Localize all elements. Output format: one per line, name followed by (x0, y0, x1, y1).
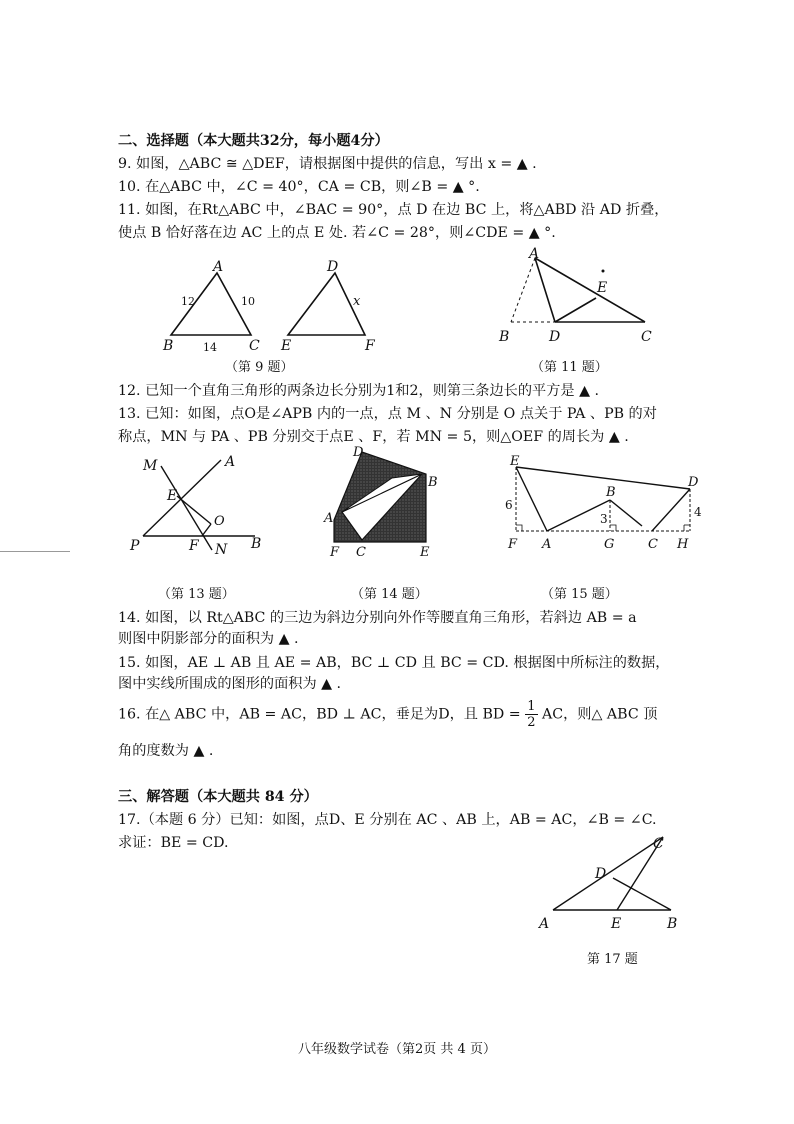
question-14-line2: 则图中阴影部分的面积为 ▲ . (118, 631, 299, 647)
section3-heading: 三、解答题（本大题共 84 分） (118, 789, 318, 805)
fig11-label-E: E (597, 280, 608, 296)
fig14-label-A: A (324, 511, 334, 526)
caption-13: （第 13 题） (158, 587, 235, 602)
fig14-label-E: E (420, 545, 430, 560)
fig9-label-14: 14 (203, 341, 217, 354)
fig15-label-E: E (510, 454, 520, 469)
fig17-label-B: B (667, 916, 678, 932)
fig9-label-12: 12 (181, 295, 195, 308)
question-12: 12. 已知一个直角三角形的两条边长分别为1和2，则第三条边长的平方是 ▲ . (118, 383, 600, 399)
fig9-label-B: B (163, 338, 174, 354)
fig13-label-P: P (130, 538, 140, 554)
fig9-label-x: x (353, 294, 361, 309)
fig13-label-E: E (167, 488, 178, 504)
fig17-label-C: C (653, 836, 664, 852)
fig14-label-F: F (330, 545, 340, 560)
question-16-line2: 角的度数为 ▲ . (118, 743, 214, 759)
fig15-label-H: H (677, 537, 689, 552)
fig15-label-4: 4 (694, 505, 702, 519)
fig14-label-C: C (356, 545, 366, 560)
page-footer: 八年级数学试卷（第2页 共 4 页） (298, 1042, 496, 1057)
question-17-line2: 求证：BE = CD. (118, 835, 229, 851)
fig15-label-G: G (604, 537, 615, 552)
figure-9 (155, 255, 385, 355)
scan-edge-mark (0, 551, 70, 552)
fig13-label-M: M (143, 458, 158, 474)
fig11-label-C: C (641, 329, 652, 345)
question-16-fraction (525, 700, 537, 729)
figure-17 (535, 832, 695, 932)
fig11-label-D: D (549, 329, 561, 345)
fig9-label-D: D (327, 259, 339, 275)
fig15-label-F: F (508, 537, 518, 552)
question-15-line1: 15. 如图，AE ⊥ AB 且 AE = AB，BC ⊥ CD 且 BC = CD. 根据图中所标注的数据， (118, 655, 670, 671)
fig17-label-A: A (539, 916, 550, 932)
fig14-label-D: D (353, 445, 364, 460)
fig11-label-B: B (499, 329, 510, 345)
caption-14: （第 14 题） (351, 587, 428, 602)
fig9-label-E: E (281, 338, 292, 354)
figure-11 (493, 244, 668, 349)
question-17-line1: 17.（本题 6 分）已知：如图，点D、E 分别在 AC 、AB 上，AB = AC，∠B = ∠C. (118, 812, 657, 828)
question-16-line1 (118, 700, 657, 729)
fig13-label-N: N (215, 542, 228, 558)
question-15-line2: 图中实线所围成的图形的面积为 ▲ . (118, 676, 342, 692)
fig9-label-10: 10 (241, 295, 255, 308)
fig13-label-A: A (225, 454, 236, 470)
fig15-label-6: 6 (505, 498, 513, 512)
question-10: 10. 在△ABC 中，∠C = 40°，CA = CB，则∠B = ▲ °. (118, 179, 480, 195)
question-11-line1: 11. 如图，在Rt△ABC 中，∠BAC = 90°，点 D 在边 BC 上，将△ABD 沿 AD 折叠， (118, 202, 669, 218)
section2-heading: 二、选择题（本大题共32分，每小题4分） (118, 133, 389, 149)
fig15-label-D: D (688, 475, 699, 490)
fig14-label-B: B (428, 475, 438, 490)
question-13-line1: 13. 已知：如图，点O是∠APB 内的一点，点 M 、N 分别是 O 点关于 PA 、PB 的对 (118, 406, 657, 422)
question-16-text-a: 16. 在△ ABC 中，AB = AC，BD ⊥ AC，垂足为D，且 BD = (118, 706, 521, 723)
question-14-line1: 14. 如图，以 Rt△ABC 的三边为斜边分别向外作等腰直角三角形，若斜边 AB = a (118, 610, 637, 626)
question-9: 9. 如图，△ABC ≅ △DEF，请根据图中提供的信息，写出 x = ▲ . (118, 156, 537, 172)
fig15-label-A: A (542, 537, 552, 552)
caption-17: 第 17 题 (587, 952, 638, 967)
fig9-label-F: F (365, 338, 375, 354)
fig9-label-A: A (213, 259, 224, 275)
fig17-label-E: E (611, 916, 622, 932)
question-16-text-c: AC，则△ ABC 顶 (542, 706, 658, 723)
figure-13 (125, 448, 270, 558)
fig15-label-B: B (606, 485, 616, 500)
caption-15: （第 15 题） (541, 587, 618, 602)
fig11-label-A: A (529, 246, 540, 262)
fraction-numerator: 1 (527, 699, 536, 714)
fraction-denominator: 2 (527, 715, 536, 730)
fig13-label-B: B (251, 536, 262, 552)
question-13-line2: 称点，MN 与 PA 、PB 分别交于点E 、F，若 MN = 5，则△OEF 的周长为 ▲ . (118, 429, 629, 445)
question-11-line2: 使点 B 恰好落在边 AC 上的点 E 处. 若∠C = 28°，则∠CDE = ▲ °. (118, 225, 556, 241)
figure-14 (318, 442, 448, 562)
fig9-label-C: C (249, 338, 260, 354)
fig13-label-F: F (189, 538, 199, 554)
fig15-label-3: 3 (600, 512, 608, 526)
figure-15 (502, 450, 707, 560)
fig17-label-D: D (595, 866, 607, 882)
caption-9: （第 9 题） (225, 360, 294, 375)
caption-11: （第 11 题） (531, 360, 608, 375)
fig15-label-C: C (648, 537, 658, 552)
fig13-label-O: O (214, 514, 225, 529)
